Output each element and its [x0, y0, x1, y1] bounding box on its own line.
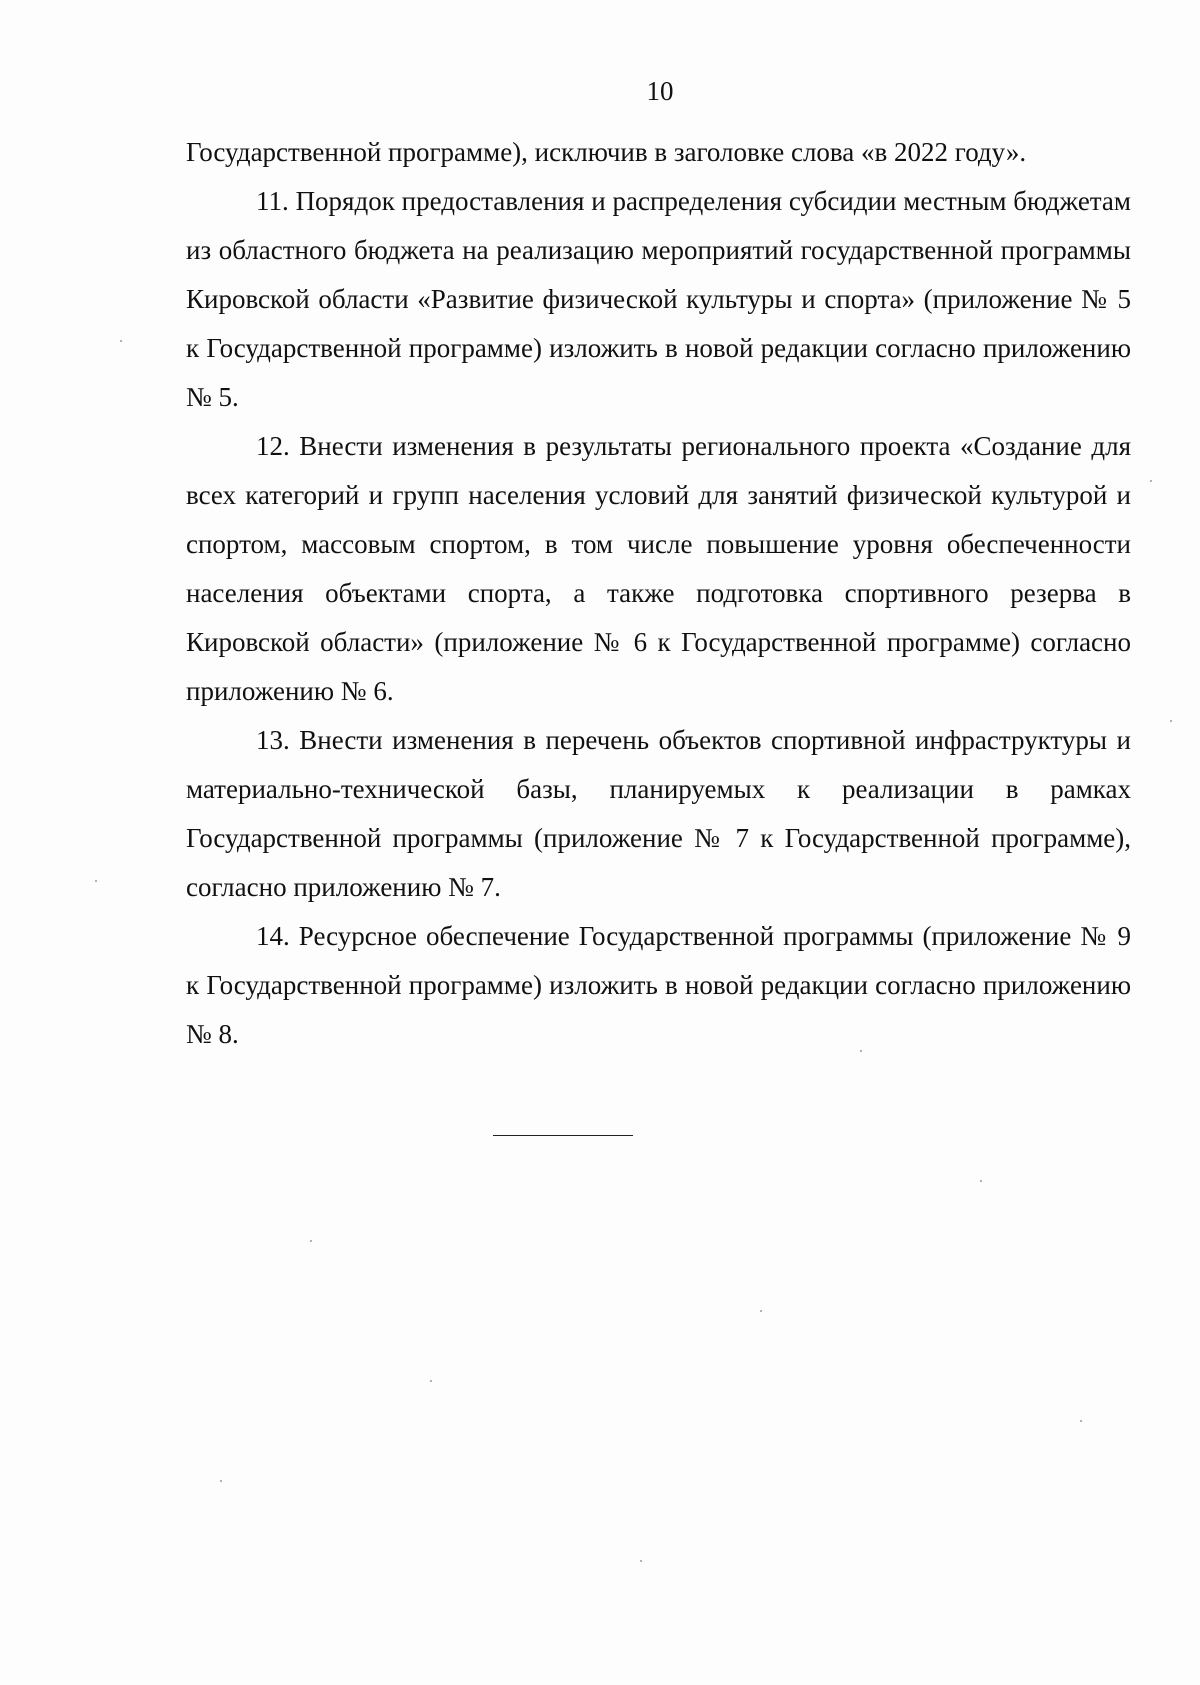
scan-speck: [1170, 720, 1172, 722]
scan-speck: [1150, 480, 1152, 482]
scan-speck: [120, 340, 122, 342]
scan-speck: [310, 1240, 312, 1242]
scan-speck: [1080, 1420, 1082, 1422]
paragraph-item-11: 11. Порядок предоставления и распределения субсидии местным бюджетам из областного бюджета на реализацию мероприятий государственной программы Кировской области «Развитие физической культуры и спорта» (приложение № 5 к Государственной программе) изложить в новой редакции согласно приложению № 5.: [186, 186, 1131, 412]
paragraph-continuation: Государственной программе), исключив в заголовке слова «в 2022 году».: [186, 137, 1027, 167]
paragraph-item-12: 12. Внести изменения в результаты регионального проекта «Создание для всех категорий и групп населения условий для занятий физической культурой и спортом, массовым спортом, в том числе повышение уровня обеспеченности населения объектами спорта, а также подготовка спортивного резерва в Кировской области» (приложение № 6 к Государственной программе) согласно приложению № 6.: [186, 431, 1131, 706]
paragraph-item-14: 14. Ресурсное обеспечение Государственной программы (приложение № 9 к Государственной программе) изложить в новой редакции согласно приложению № 8.: [186, 921, 1131, 1049]
page-number: 10: [646, 76, 674, 106]
scan-speck: [95, 880, 97, 882]
scan-speck: [220, 1480, 222, 1482]
scan-speck: [860, 1050, 862, 1052]
scan-speck: [430, 1380, 432, 1382]
scan-speck: [980, 1180, 982, 1182]
scan-speck: [640, 1560, 642, 1562]
document-body: [186, 128, 1131, 1059]
closing-separator-line: [493, 1135, 633, 1136]
paragraph-item-13: 13. Внести изменения в перечень объектов спортивной инфраструктуры и материально-технической базы, планируемых к реализации в рамках Государственной программы (приложение № 7 к Государственной программе), согласно приложению № 7.: [186, 725, 1131, 902]
scan-speck: [760, 1310, 762, 1312]
